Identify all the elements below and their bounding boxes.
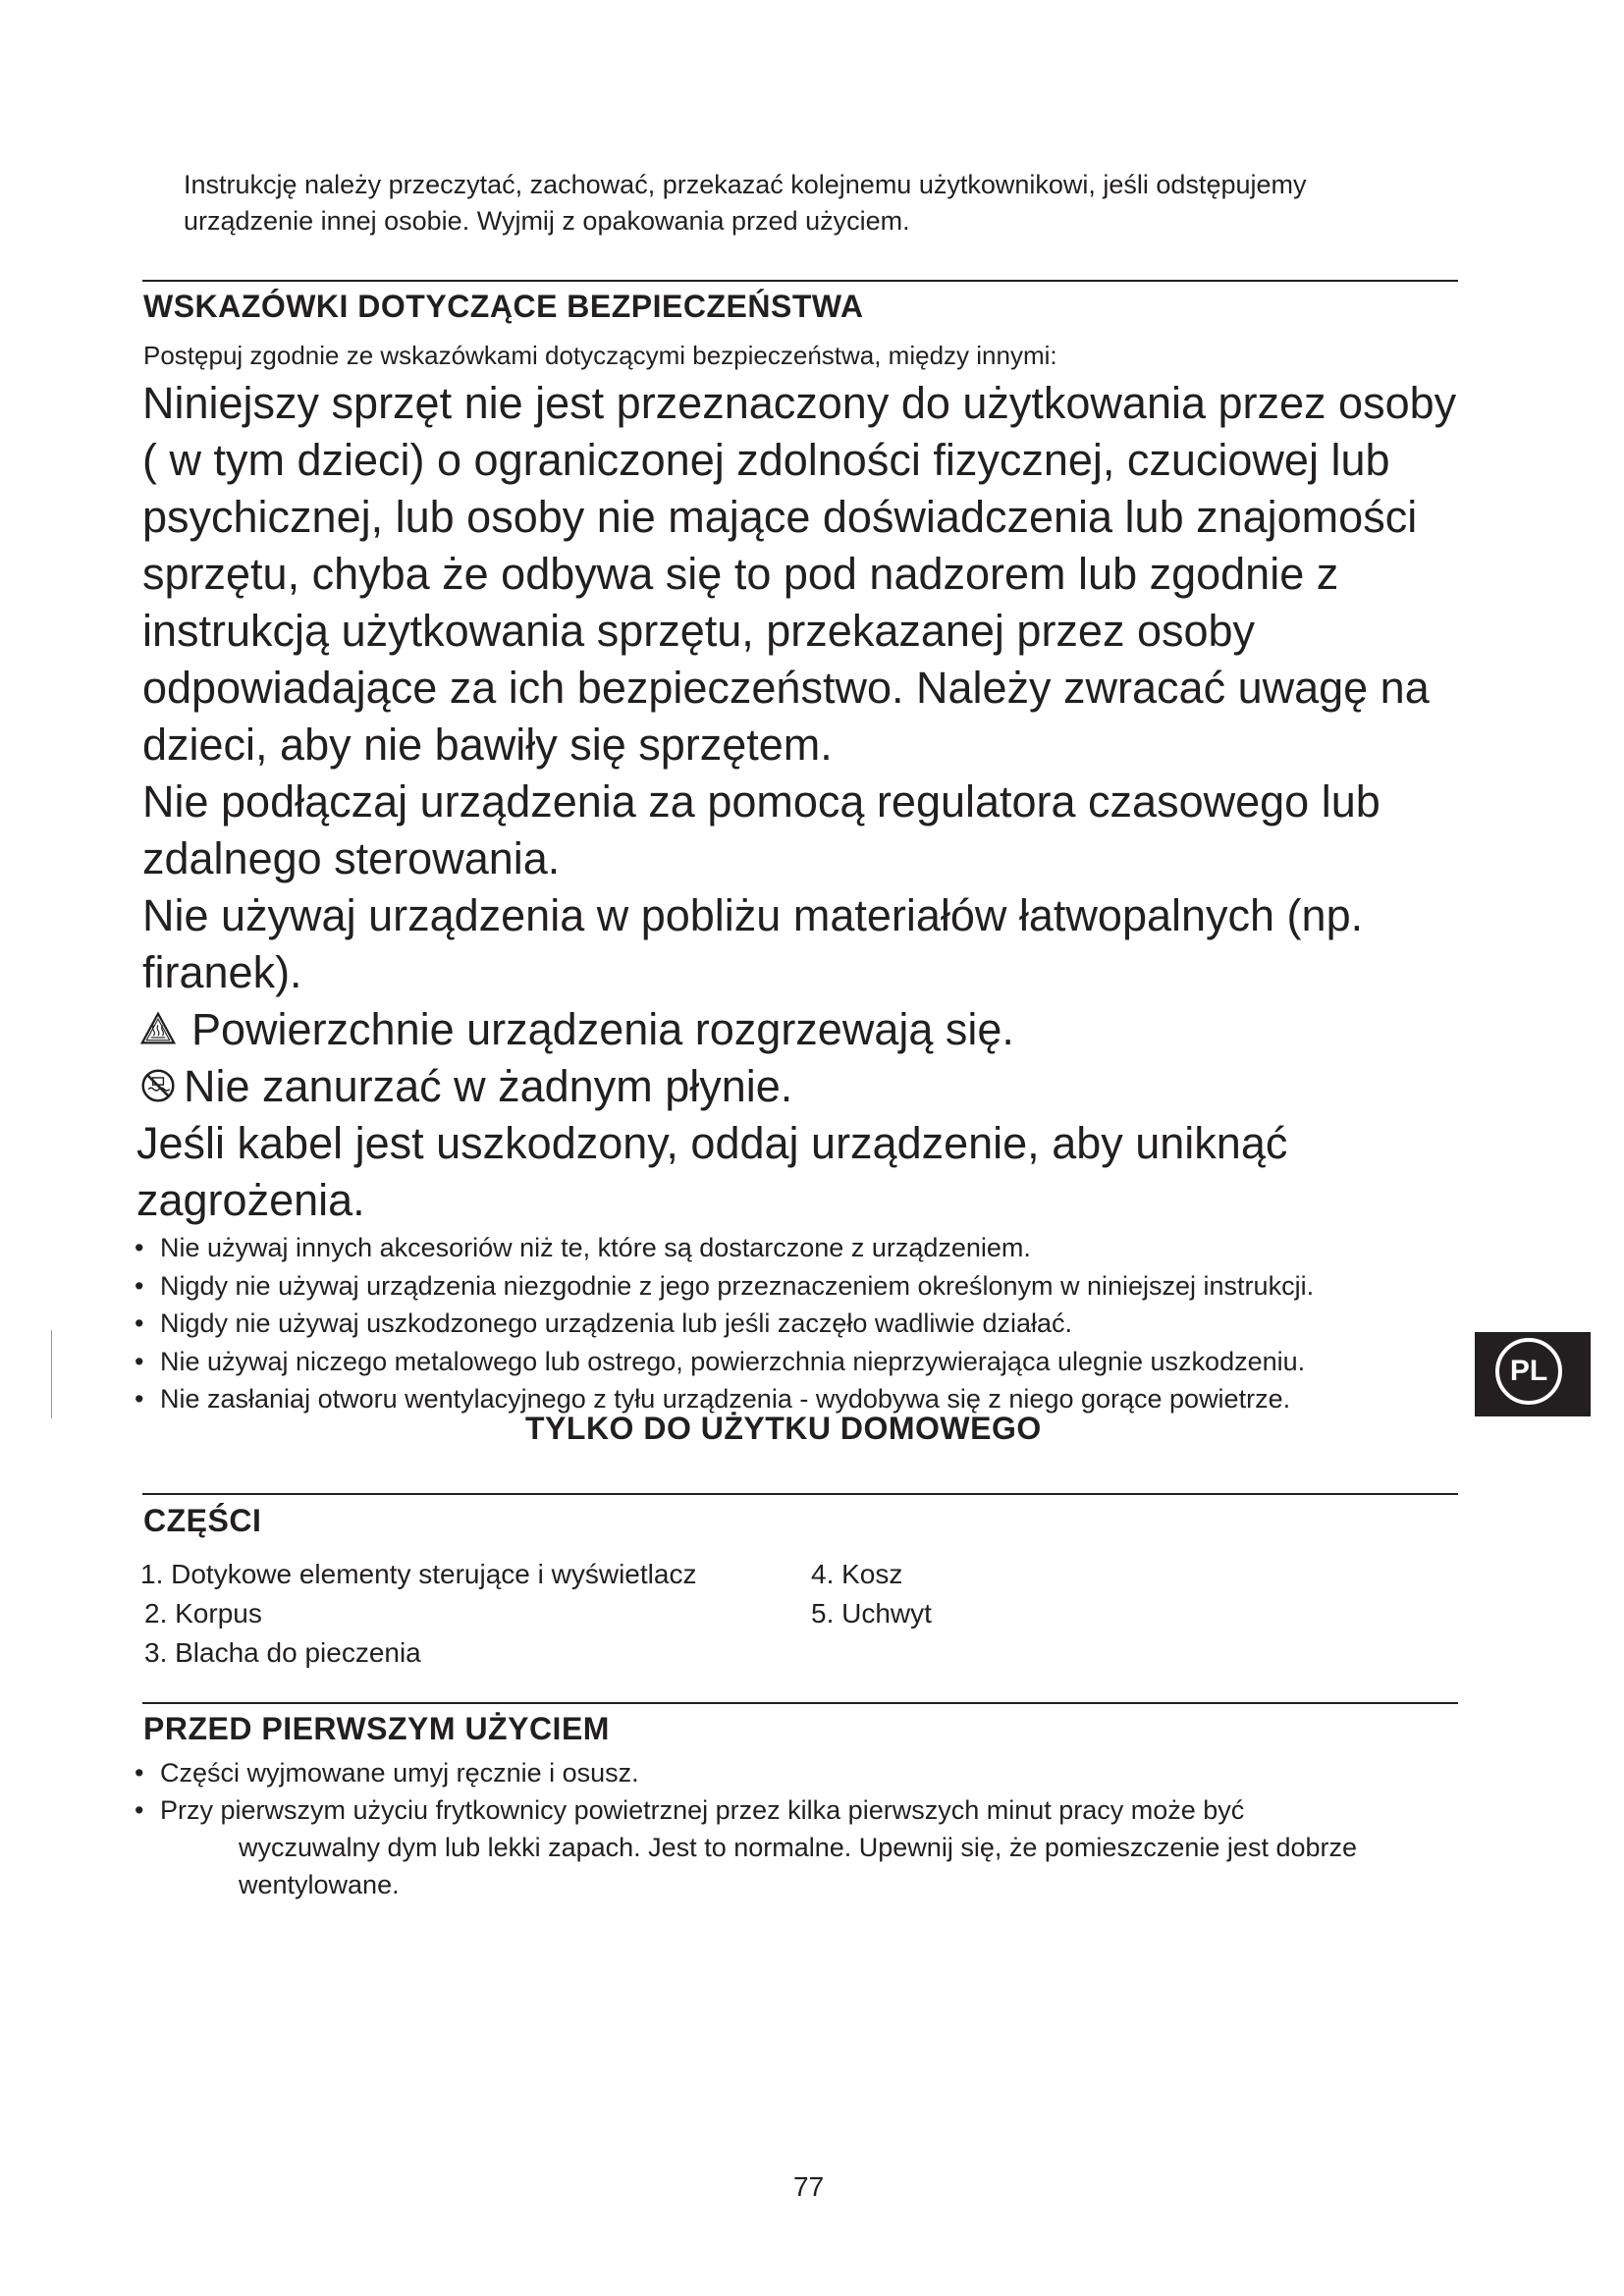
- page-number: 77: [793, 2171, 825, 2202]
- language-badge-label: PL: [1495, 1338, 1562, 1405]
- first-use-bullet2-line1: • Przy pierwszym użyciu frytkownicy powietrznej przez kilka pierwszych minut pracy może być: [160, 1795, 1245, 1825]
- domestic-use-notice: TYLKO DO UŻYTKU DOMOWEGO: [525, 1411, 1042, 1446]
- hot-surface-line: [140, 1001, 1478, 1058]
- safety-paragraph-3: Nie używaj urządzenia w pobliżu materiałów łatwopalnych (np. firanek).: [142, 890, 1364, 997]
- language-badge: [1475, 1332, 1591, 1416]
- list-item: • Nigdy nie używaj urządzenia niezgodnie z jego przeznaczeniem określonym w niniejszej instrukcji.: [135, 1267, 1411, 1306]
- first-use-bullet2-line2: wyczuwalny dym lub lekki zapach. Jest to normalne. Upewnij się, że pomieszczenie jest dobrze: [239, 1833, 1358, 1862]
- parts-list-left: [140, 1555, 696, 1673]
- list-item: • Nie używaj innych akcesoriów niż te, które są dostarczone z urządzeniem.: [135, 1229, 1411, 1267]
- safety-paragraph-1: Niniejszy sprzęt nie jest przeznaczony do użytkowania przez osoby ( w tym dzieci) o ograniczonej zdolności fizycznej, czuciowej lub psychicznej, lub osoby nie mające doświadczenia lub znajomości sprzętu, chyba że odbywa się to pod nadzorem lub zgodnie z instrukcją użytkowania sprzętu, przekazanej przez osoby odpowiadające za ich bezpieczeństwo. Należy zwracać uwagę na dzieci, aby nie bawiły się sprzętem.: [142, 378, 1457, 770]
- list-item: 2. Korpus: [144, 1598, 262, 1629]
- parts-heading: CZĘŚCI: [143, 1503, 262, 1538]
- intro-line-1: Instrukcję należy przeczytać, zachować, przekazać kolejnemu użytkownikowi, jeśli odstępujemy: [184, 170, 1307, 199]
- first-use-bullet2-line3: wentylowane.: [239, 1870, 400, 1899]
- divider-parts: [142, 1493, 1458, 1495]
- no-immerse-text: Nie zanurzać w żadnym płynie.: [184, 1061, 793, 1111]
- no-immersion-icon: [140, 1068, 176, 1103]
- list-item: • Nigdy nie używaj uszkodzonego urządzenia lub jeśli zaczęło wadliwie działać.: [135, 1305, 1411, 1343]
- first-use-heading: PRZED PIERWSZYM UŻYCIEM: [143, 1711, 610, 1746]
- margin-mark: [51, 1330, 52, 1418]
- first-use-list: [135, 1754, 1411, 1903]
- intro-text: [184, 167, 1460, 240]
- list-item: • Nie zasłaniaj otworu wentylacyjnego z tyłu urządzenia - wydobywa się z niego gorące powietrze.: [135, 1380, 1411, 1418]
- list-item: 5. Uchwyt: [811, 1598, 932, 1629]
- safety-bullet-list: [135, 1229, 1411, 1418]
- divider-first-use: [142, 1702, 1458, 1704]
- hot-surface-text: Powierzchnie urządzenia rozgrzewają się.: [191, 1004, 1014, 1054]
- safety-heading: WSKAZÓWKI DOTYCZĄCE BEZPIECZEŃSTWA: [143, 289, 864, 324]
- parts-list-right: [811, 1555, 932, 1633]
- safety-paragraph-2: Nie podłączaj urządzenia za pomocą regulatora czasowego lub zdalnego sterowania.: [142, 776, 1380, 883]
- list-item: [135, 1791, 1411, 1903]
- safety-subtext: Postępuj zgodnie ze wskazówkami dotyczącymi bezpieczeństwa, między innymi:: [143, 341, 1057, 370]
- hot-surface-warning-icon: [140, 1011, 176, 1046]
- list-item: • Części wyjmowane umyj ręcznie i osusz.: [135, 1754, 1411, 1791]
- safety-main-text: [136, 375, 1478, 1229]
- list-item: 4. Kosz: [811, 1559, 903, 1589]
- list-item: 1. Dotykowe elementy sterujące i wyświetlacz: [140, 1559, 697, 1589]
- cable-warning: Jeśli kabel jest uszkodzony, oddaj urządzenie, aby uniknąć zagrożenia.: [136, 1118, 1288, 1225]
- no-immerse-line: [140, 1058, 1478, 1115]
- intro-line-2: urządzenie innej osobie. Wyjmij z opakowania przed użyciem.: [184, 206, 910, 236]
- list-item: 3. Blacha do pieczenia: [144, 1637, 421, 1668]
- divider-safety: [142, 280, 1458, 282]
- list-item: • Nie używaj niczego metalowego lub ostrego, powierzchnia nieprzywierająca ulegnie uszkodzeniu.: [135, 1343, 1411, 1381]
